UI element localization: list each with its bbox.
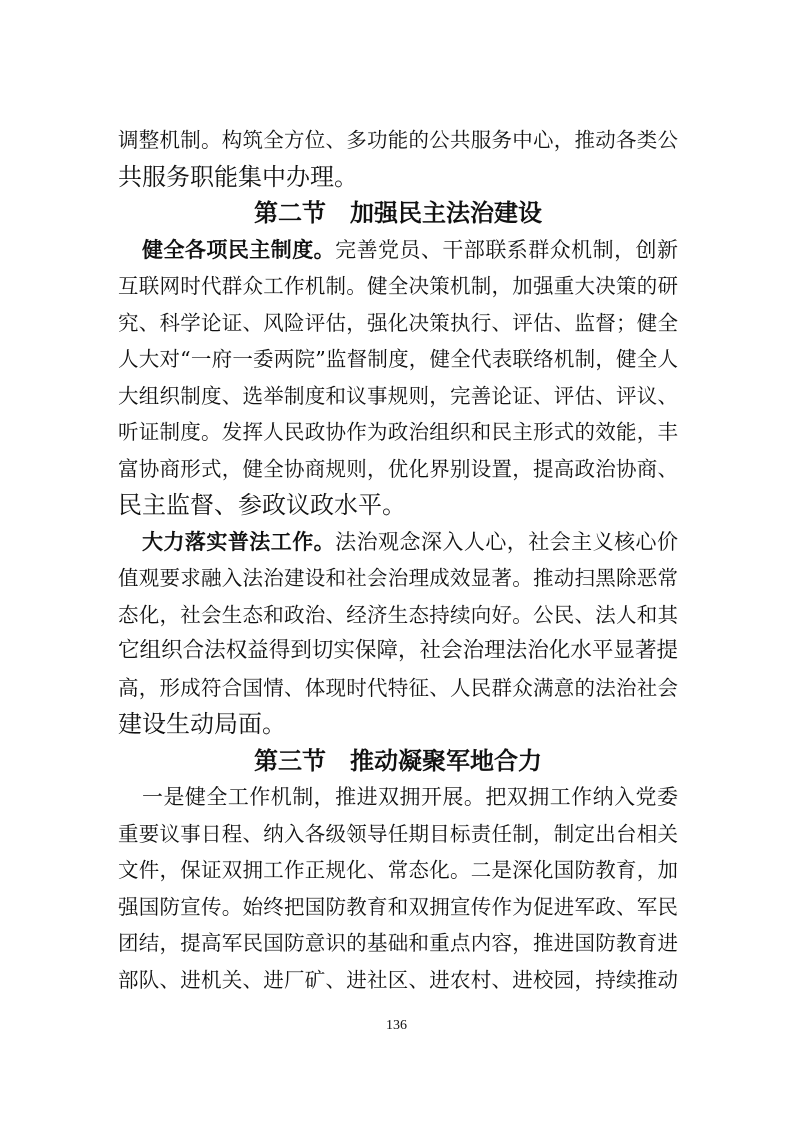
paragraph-1-line-1: 调整机制。构筑全方位、多功能的公共服务中心，推动各类公 — [118, 128, 678, 152]
paragraph-2-line-4: 人大对“一府一委两院”监督制度，健全代表联络机制，健全人 — [118, 347, 678, 371]
paragraph-4-line-5: 团结，提高军民国防意识的基础和重点内容，推进国防教育进 — [118, 931, 678, 955]
paragraph-2-line-6: 听证制度。发挥人民政协作为政治组织和民主形式的效能，丰 — [118, 420, 678, 444]
paragraph-4-line-2: 重要议事日程、纳入各级领导任期目标责任制，制定出台相关 — [118, 821, 678, 846]
paragraph-2-line-7: 富协商形式，健全协商规则，优化界别设置，提高政治协商、 — [118, 456, 678, 481]
paragraph-4-line-4: 强国防宣传。始终把国防教育和双拥宣传作为促进军政、军民 — [118, 894, 678, 919]
section-3-title: 推动凝聚军地合力 — [350, 746, 542, 775]
page-number: 136 — [386, 1018, 407, 1033]
paragraph-3-line-3: 态化，社会生态和政治、经济生态持续向好。公民、法人和其 — [118, 602, 678, 627]
paragraph-2-line-2: 互联网时代群众工作机制。健全决策机制，加强重大决策的研 — [118, 274, 678, 298]
paragraph-4-line-1: 一是健全工作机制，推进双拥开展。把双拥工作纳入党委 — [142, 785, 678, 809]
paragraph-3-line-6: 建设生动局面。 — [118, 710, 286, 738]
paragraph-3-line-4: 它组织合法权益得到切实保障，社会治理法治化水平显著提 — [118, 638, 678, 663]
section-2-number: 第二节 — [254, 199, 326, 227]
paragraph-2-line-8: 民主监督、参政议政水平。 — [118, 491, 406, 519]
paragraph-2-line-1 — [118, 232, 678, 269]
section-3-heading — [118, 743, 678, 780]
paragraph-4-line-6: 部队、进机关、进厂矿、进社区、进农村、进校园，持续推动 — [118, 967, 678, 992]
section-3-number: 第三节 — [254, 746, 326, 775]
paragraph-2-line-3: 究、科学论证、风险评估，强化决策执行、评估、监督；健全 — [118, 310, 678, 335]
paragraph-3-line-5: 高，形成符合国情、体现时代特征、人民群众满意的法治社会 — [118, 675, 678, 700]
paragraph-3-lead: 大力落实普法工作。 — [142, 529, 336, 554]
body-text — [118, 122, 678, 998]
paragraph-3-first-rest: 法治观念深入人心，社会主义核心价 — [335, 529, 678, 554]
paragraph-3-line-1 — [118, 524, 678, 561]
paragraph-1-line-2: 共服务职能集中办理。 — [118, 162, 358, 191]
paragraph-3-line-2: 值观要求融入法治建设和社会治理成效显著。推动扫黑除恶常 — [118, 566, 678, 590]
paragraph-2-first-rest: 完善党员、干部联系群众机制，创新 — [335, 237, 678, 262]
paragraph-2-lead: 健全各项民主制度。 — [142, 237, 336, 262]
section-2-title: 加强民主法治建设 — [350, 199, 542, 227]
paragraph-4-line-3: 文件，保证双拥工作正规化、常态化。二是深化国防教育，加 — [118, 858, 678, 882]
paragraph-2-line-5: 大组织制度、选举制度和议事规则，完善论证、评估、评议、 — [118, 383, 678, 408]
section-2-heading — [118, 195, 678, 232]
